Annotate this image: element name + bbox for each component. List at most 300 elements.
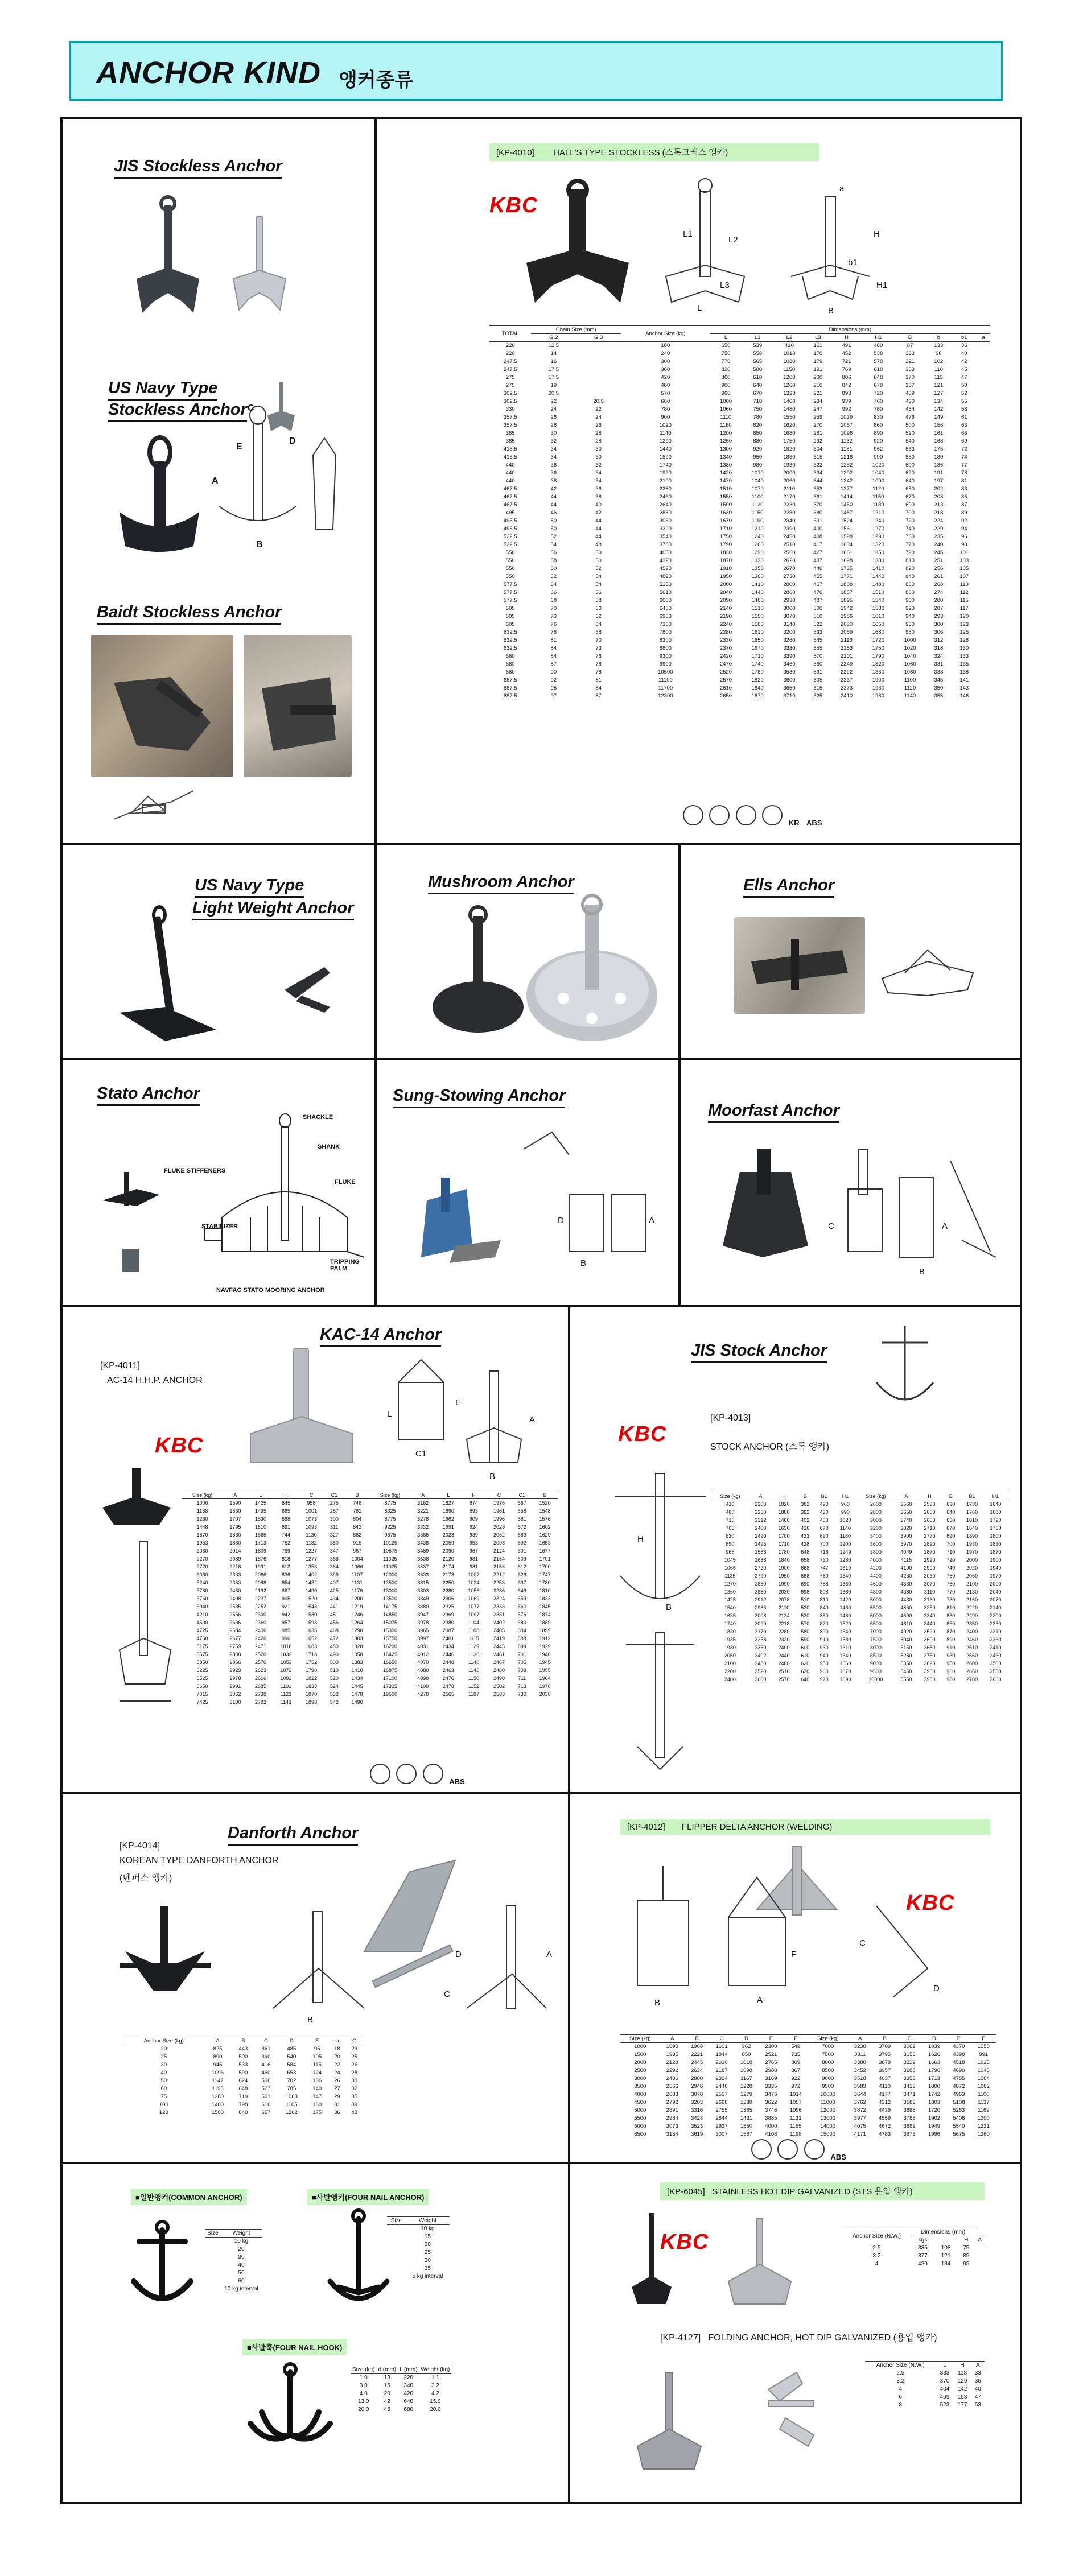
table-cell: 1260 [196, 1516, 208, 1522]
table-cell: 45 [961, 366, 967, 373]
divider [678, 1058, 681, 1306]
table-cell: 1760 [966, 1509, 978, 1515]
table-cell: 2570 [778, 1676, 790, 1682]
table-cell: 688 [801, 1572, 810, 1579]
table-cell: 357.5 [503, 422, 517, 428]
table-cell: 24 [334, 2070, 340, 2076]
table-cell: 3240 [196, 1579, 208, 1586]
section-title-ells: Ells Anchor [743, 876, 834, 898]
cert-label-abs: ABS [806, 819, 822, 827]
table-row [182, 1571, 558, 1579]
table-cell: 2870 [924, 1549, 936, 1555]
table-cell: 32 [595, 462, 602, 468]
table-cell: 1899 [539, 1627, 551, 1633]
table-cell: 618 [874, 366, 883, 373]
table-cell: 583 [517, 1531, 526, 1538]
table-cell: 287 [934, 605, 944, 612]
table-cell: 962 [742, 2044, 751, 2050]
table-cell: 3788 [903, 2115, 916, 2121]
table-cell: 780 [874, 406, 883, 412]
table-cell: 1096 [789, 2107, 802, 2113]
table-cell: 533 [813, 629, 823, 635]
table-cell: 1039 [841, 414, 853, 420]
table-cell: 1380 [839, 1588, 851, 1595]
table-cell: 3820 [900, 1525, 912, 1531]
table-row [205, 2253, 262, 2261]
table-cell: 4109 [417, 1683, 429, 1689]
cert-label-abs: ABS [830, 2153, 846, 2161]
table-cell: 321 [905, 358, 915, 365]
table-header: B [796, 1492, 814, 1500]
table-cell: 1219 [351, 1603, 363, 1609]
table-cell: 302.5 [503, 390, 517, 397]
svg-text:B: B [828, 306, 834, 316]
table-cell: 1432 [306, 1579, 318, 1586]
table-row [182, 1539, 558, 1547]
table-cell: 2100 [724, 1660, 736, 1666]
table-cell: 2520 [254, 1651, 266, 1657]
table-cell: 275 [505, 382, 515, 389]
table-cell: 26 [550, 414, 557, 420]
table-cell: 8800 [659, 645, 672, 651]
svg-text:C: C [444, 1989, 450, 1999]
table-cell: 1120 [904, 685, 916, 691]
table-cell: 3.2 [431, 2383, 439, 2389]
table-row [182, 1523, 558, 1531]
table-cell: 930 [819, 1644, 829, 1650]
four-nail-anchor-table-wrap [387, 2216, 450, 2281]
table-cell: 2090 [442, 1547, 454, 1554]
table-cell: 620 [801, 1660, 810, 1666]
table-cell: 10000 [820, 2091, 835, 2098]
brand-logo-kbc: KBC [155, 1434, 204, 1458]
table-cell: 953 [469, 1539, 478, 1546]
table-cell: 1004 [351, 1555, 363, 1562]
table-cell: 1340 [839, 1572, 851, 1579]
table-row [182, 1507, 558, 1515]
table-cell: 3878 [879, 2059, 891, 2066]
table-cell: 87 [961, 502, 967, 508]
stato-label-fluke-stiffeners: FLUKE STIFFENERS [164, 1167, 226, 1174]
table-cell: 715 [726, 1517, 735, 1523]
table-cell: 12300 [658, 693, 673, 699]
table-cell: 1970 [539, 1683, 551, 1689]
table-header: L (mm) [398, 2366, 419, 2374]
table-cell: 30 [595, 454, 602, 460]
table-cell: 880 [753, 438, 763, 444]
table-cell: 2059 [442, 1539, 454, 1546]
table-cell: 129 [957, 2378, 967, 2384]
table-cell: 54 [595, 573, 602, 580]
table-cell: 1487 [841, 510, 853, 516]
table-cell: 2600 [870, 1501, 882, 1507]
table-cell: 2373 [841, 685, 853, 691]
table-cell: 910 [946, 1644, 956, 1650]
table-cell: 2638 [755, 1557, 767, 1563]
table-cell: 1092 [280, 1675, 292, 1681]
folding-name: FOLDING ANCHOR, HOT DIP GALVANIZED (용입 앵카) [708, 2333, 937, 2343]
table-cell: 2670 [783, 565, 796, 572]
table-cell: 456 [330, 1619, 339, 1625]
table-cell: 897 [281, 1587, 291, 1594]
table-cell: 1137 [978, 2099, 990, 2106]
table-header: A [204, 2037, 232, 2045]
table-cell: 750 [946, 1572, 956, 1579]
table-cell: 60 [238, 2278, 245, 2284]
table-row [489, 613, 990, 621]
table-cell: 540 [287, 2054, 296, 2060]
table-cell: 2583 [493, 1691, 505, 1697]
table-cell: 1540 [839, 1628, 851, 1634]
table-cell: 1070 [751, 486, 764, 492]
table-cell: 750 [721, 350, 731, 357]
table-cell: 2610 [719, 685, 732, 691]
table-cell: 2471 [254, 1643, 266, 1649]
table-cell: 16650 [382, 1659, 397, 1665]
stato-label-fluke: FLUKE [335, 1179, 356, 1186]
table-cell: 95 [314, 2046, 320, 2053]
table-cell: 981 [469, 1555, 478, 1562]
table-cell: 6450 [659, 605, 672, 612]
table-cell: 2252 [254, 1603, 266, 1609]
table-cell: 699 [517, 1643, 526, 1649]
table-cell: 2381 [493, 1611, 505, 1617]
table-cell: 9225 [384, 1524, 396, 1530]
table-cell [576, 350, 621, 358]
table-cell: 63 [961, 422, 967, 428]
table-row [711, 1667, 1007, 1675]
table-row [489, 342, 990, 350]
table-cell: 69 [961, 438, 967, 444]
table-cell: 9500 [822, 2083, 834, 2090]
table-cell: 1635 [306, 1627, 318, 1633]
table-cell: 2237 [254, 1595, 266, 1601]
table-cell: 705 [517, 1659, 526, 1665]
table-cell: 1202 [285, 2109, 298, 2116]
table-cell: 391 [813, 518, 823, 524]
table-cell: 25 [160, 2054, 167, 2060]
table-cell: 4 [875, 2261, 879, 2267]
table-cell: 2306 [442, 1595, 454, 1601]
table-cell: 1434 [351, 1675, 363, 1681]
table-cell [205, 2245, 221, 2253]
table-cell: 967 [469, 1547, 478, 1554]
table-row [620, 2099, 996, 2107]
table-cell: 1990 [778, 1580, 790, 1587]
table-cell: 1634 [841, 542, 853, 548]
table-cell: 220 [403, 2375, 414, 2381]
table-cell: 1809 [254, 1547, 266, 1554]
table-row [489, 437, 990, 445]
table-cell: 660 [661, 398, 670, 404]
table-cell: 12.5 [548, 342, 559, 349]
table-cell: 4000 [634, 2091, 646, 2098]
table-row [489, 589, 990, 597]
table-cell: 3540 [659, 534, 672, 540]
table-header: C1 [324, 1491, 344, 1499]
table-cell: 2190 [719, 613, 732, 620]
table-cell: 17325 [382, 1683, 397, 1689]
table-cell: 3820 [924, 1660, 936, 1666]
table-cell: 1964 [539, 1675, 551, 1681]
table-cell: 806 [842, 374, 851, 381]
cert-mark-icon [396, 1764, 417, 1784]
table-cell: 939 [842, 398, 851, 404]
table-cell: 15075 [382, 1619, 397, 1625]
table-cell: 1680 [783, 430, 796, 436]
table-row [351, 2398, 451, 2406]
table-cell: 128 [959, 637, 969, 643]
table-cell: 2460 [659, 494, 672, 500]
section-title-moorfast: Moorfast Anchor [708, 1101, 839, 1123]
table-cell: 1598 [306, 1619, 318, 1625]
table-cell: 1810 [966, 1517, 978, 1523]
table-cell: 1844 [715, 2051, 728, 2058]
table-cell: 1953 [196, 1539, 208, 1546]
table-cell: 2720 [196, 1563, 208, 1570]
table-cell: 377 [918, 2253, 928, 2259]
table-cell: 251 [934, 558, 944, 564]
table-cell: 68 [550, 597, 557, 604]
table-cell: 495 [505, 510, 515, 516]
table-cell: 9000 [870, 1660, 882, 1666]
table-cell: 781 [353, 1508, 362, 1514]
table-cell [387, 2249, 406, 2257]
table-cell: 368 [330, 1555, 339, 1562]
table-cell: 161 [813, 342, 823, 349]
table-row [711, 1620, 1007, 1628]
table-cell [487, 1698, 512, 1706]
table-cell: 760 [819, 1572, 829, 1579]
table-cell: 3872 [854, 2107, 866, 2113]
table-cell: 1640 [990, 1501, 1002, 1507]
table-cell: 50 [595, 550, 602, 556]
table-cell [205, 2238, 221, 2245]
table-cell: 1450 [841, 502, 853, 508]
table-cell: 1250 [719, 438, 732, 444]
table-cell: 1660 [229, 1508, 241, 1514]
table-cell: 115 [959, 597, 969, 604]
table-cell: 1620 [783, 422, 796, 428]
table-cell: 1780 [778, 1549, 790, 1555]
table-cell: 680 [517, 1619, 526, 1625]
table-cell: 103 [959, 558, 969, 564]
table-row [489, 469, 990, 477]
table-cell: 8000 [822, 2059, 834, 2066]
table-cell: 1935 [666, 2051, 678, 2058]
table-cell: 1165 [790, 2123, 802, 2129]
table-cell: 10 kg [234, 2238, 249, 2245]
table-cell: 17.5 [548, 374, 559, 381]
table-cell: 1010 [751, 470, 764, 476]
table-cell: 900 [661, 414, 670, 420]
table-row [205, 2261, 262, 2269]
table-cell: 20 [238, 2246, 245, 2252]
table-cell: 2978 [229, 1675, 241, 1681]
table-cell: 30 [238, 2254, 245, 2260]
table-cell: 408 [813, 534, 823, 540]
table-cell: 6525 [196, 1675, 208, 1681]
svg-text:A: A [546, 1950, 553, 1959]
table-cell [205, 2261, 221, 2269]
table-cell: 5500 [634, 2115, 646, 2121]
table-cell: 5250 [659, 581, 672, 588]
table-header: Dimensions (mm) [710, 326, 990, 334]
table-cell: 1046 [977, 2067, 990, 2074]
table-cell: 2060 [783, 478, 796, 484]
table-cell: 3200 [783, 629, 796, 635]
table-cell: 746 [353, 1500, 362, 1506]
table-cell: 392 [801, 1509, 810, 1515]
table-cell: 1880 [783, 454, 796, 460]
cert-mark-icon [709, 805, 730, 825]
table-cell: 3110 [924, 1588, 936, 1595]
table-cell: 3170 [755, 1628, 767, 1634]
kac14-name: AC-14 H.H.P. ANCHOR [107, 1376, 203, 1385]
table-cell: 1360 [839, 1580, 851, 1587]
table-cell: 2014 [229, 1547, 241, 1554]
table-cell: 770 [946, 1588, 956, 1595]
table-cell: 2683 [666, 2091, 678, 2098]
table-cell: 105 [959, 565, 969, 572]
halls-name: HALL'S TYPE STOCKLESS (스톡크레스 앵카) [553, 148, 728, 158]
table-cell: 1880 [229, 1539, 241, 1546]
cert-mark-icon [762, 805, 783, 825]
table-cell: 92 [550, 677, 557, 683]
baidt-drawing [108, 779, 199, 831]
table-header: b1 [952, 334, 977, 342]
svg-text:H1: H1 [876, 280, 888, 290]
table-row [124, 2053, 363, 2061]
table-cell: 1970 [966, 1549, 978, 1555]
table-cell: 2093 [493, 1539, 505, 1546]
table-cell: 3900 [900, 1533, 912, 1539]
table-cell: 1218 [841, 454, 853, 460]
table-cell: 58 [550, 558, 557, 564]
table-cell: 3560 [900, 1501, 912, 1507]
table-cell: 2650 [966, 1668, 978, 1674]
table-cell: 4398 [953, 2051, 965, 2058]
table-cell: 36 [961, 342, 967, 349]
table-cell: 6225 [196, 1667, 208, 1673]
table-cell: 4785 [953, 2075, 965, 2082]
table-cell: 220 [505, 350, 515, 357]
table-header: D [734, 2035, 759, 2043]
table-cell: 2880 [755, 1588, 767, 1595]
section-title-us-navy-lw-1: US Navy Type [195, 876, 304, 898]
table-cell: 1500 [634, 2051, 646, 2058]
table-cell: 1150 [751, 510, 764, 516]
table-cell: 2600 [990, 1676, 1002, 1682]
table-cell: 2110 [783, 486, 796, 492]
table-cell: 10575 [382, 1547, 397, 1554]
table-cell: 17.5 [548, 366, 559, 373]
table-cell: 1260 [977, 2131, 990, 2137]
table-cell: 1780 [539, 1579, 551, 1586]
table-cell: 3800 [870, 1549, 882, 1555]
table-cell: 1228 [740, 2083, 753, 2090]
common-anchor-title-tag [131, 2189, 247, 2205]
table-cell: 2500 [990, 1660, 1002, 1666]
table-cell: 4370 [953, 2044, 965, 2050]
table-cell: 1718 [306, 1651, 318, 1657]
table-header: Size (kg) [857, 1492, 895, 1500]
table-cell: 1460 [839, 1604, 851, 1611]
table-cell: 1840 [751, 685, 764, 691]
kac14-side-drawing [114, 1536, 176, 1718]
table-cell [576, 382, 621, 390]
table-cell: 870 [946, 1628, 956, 1634]
table-cell: 4075 [854, 2123, 866, 2129]
table-cell [410, 1698, 436, 1706]
table-cell: 78 [961, 470, 967, 476]
table-cell: 44 [550, 502, 557, 508]
table-cell: 1020 [872, 462, 884, 468]
table-cell: 221 [813, 390, 823, 397]
table-row [182, 1642, 558, 1650]
table-cell: 2980 [765, 2067, 777, 2074]
table-cell: 2201 [841, 653, 853, 659]
table-cell: 3060 [659, 518, 672, 524]
stato-label-shackle: SHACKLE [303, 1114, 333, 1121]
table-cell: 149 [934, 414, 944, 420]
table-cell: 147 [312, 2094, 322, 2100]
table-cell: 1400 [211, 2102, 224, 2108]
table-cell: 740 [946, 1564, 956, 1571]
table-cell: 2124 [493, 1547, 505, 1554]
table-cell: 645 [281, 1500, 291, 1506]
table-cell: 2478 [442, 1683, 454, 1689]
table-cell: 1260 [783, 382, 796, 389]
brand-logo-kbc: KBC [906, 1891, 955, 1915]
folding-table [865, 2361, 985, 2409]
table-cell: 1653 [539, 1539, 551, 1546]
table-cell: 1360 [724, 1588, 736, 1595]
danforth-name-2: (덴퍼스 앵카) [120, 1873, 172, 1883]
table-cell: 2535 [229, 1603, 241, 1609]
table-cell: 770 [905, 542, 915, 548]
table-cell: 1146 [468, 1667, 480, 1673]
table-cell: 4890 [659, 573, 672, 580]
table-cell: 2000 [783, 470, 796, 476]
table-cell: 2218 [229, 1563, 241, 1570]
table-cell: 2650 [924, 1517, 936, 1523]
table-cell: 2360 [990, 1636, 1002, 1642]
table-cell: 630 [946, 1501, 956, 1507]
table-header: Size (kg) [370, 1491, 410, 1499]
table-cell: 2891 [666, 2107, 678, 2113]
table-cell: 1420 [719, 470, 732, 476]
table-cell: 30 [160, 2062, 167, 2068]
table-cell: 28 [595, 438, 602, 444]
cert-mark-icon [683, 805, 703, 825]
table-cell: 789 [281, 1547, 291, 1554]
table-cell: 102 [934, 358, 944, 365]
table-row [711, 1524, 1007, 1532]
table-cell: 38 [550, 478, 557, 484]
table-cell: 3440 [924, 1620, 936, 1626]
table-cell: 1652 [306, 1635, 318, 1641]
table-cell: 1210 [751, 526, 764, 532]
table-row [711, 1652, 1007, 1659]
table-cell: 539 [753, 342, 763, 349]
table-cell: 42 [384, 2399, 390, 2405]
table-cell: 882 [353, 1531, 362, 1538]
svg-text:D: D [933, 1984, 940, 1993]
table-cell: 1930 [872, 685, 884, 691]
table-cell: 840 [819, 1604, 829, 1611]
table-cell: 2310 [990, 1628, 1002, 1634]
